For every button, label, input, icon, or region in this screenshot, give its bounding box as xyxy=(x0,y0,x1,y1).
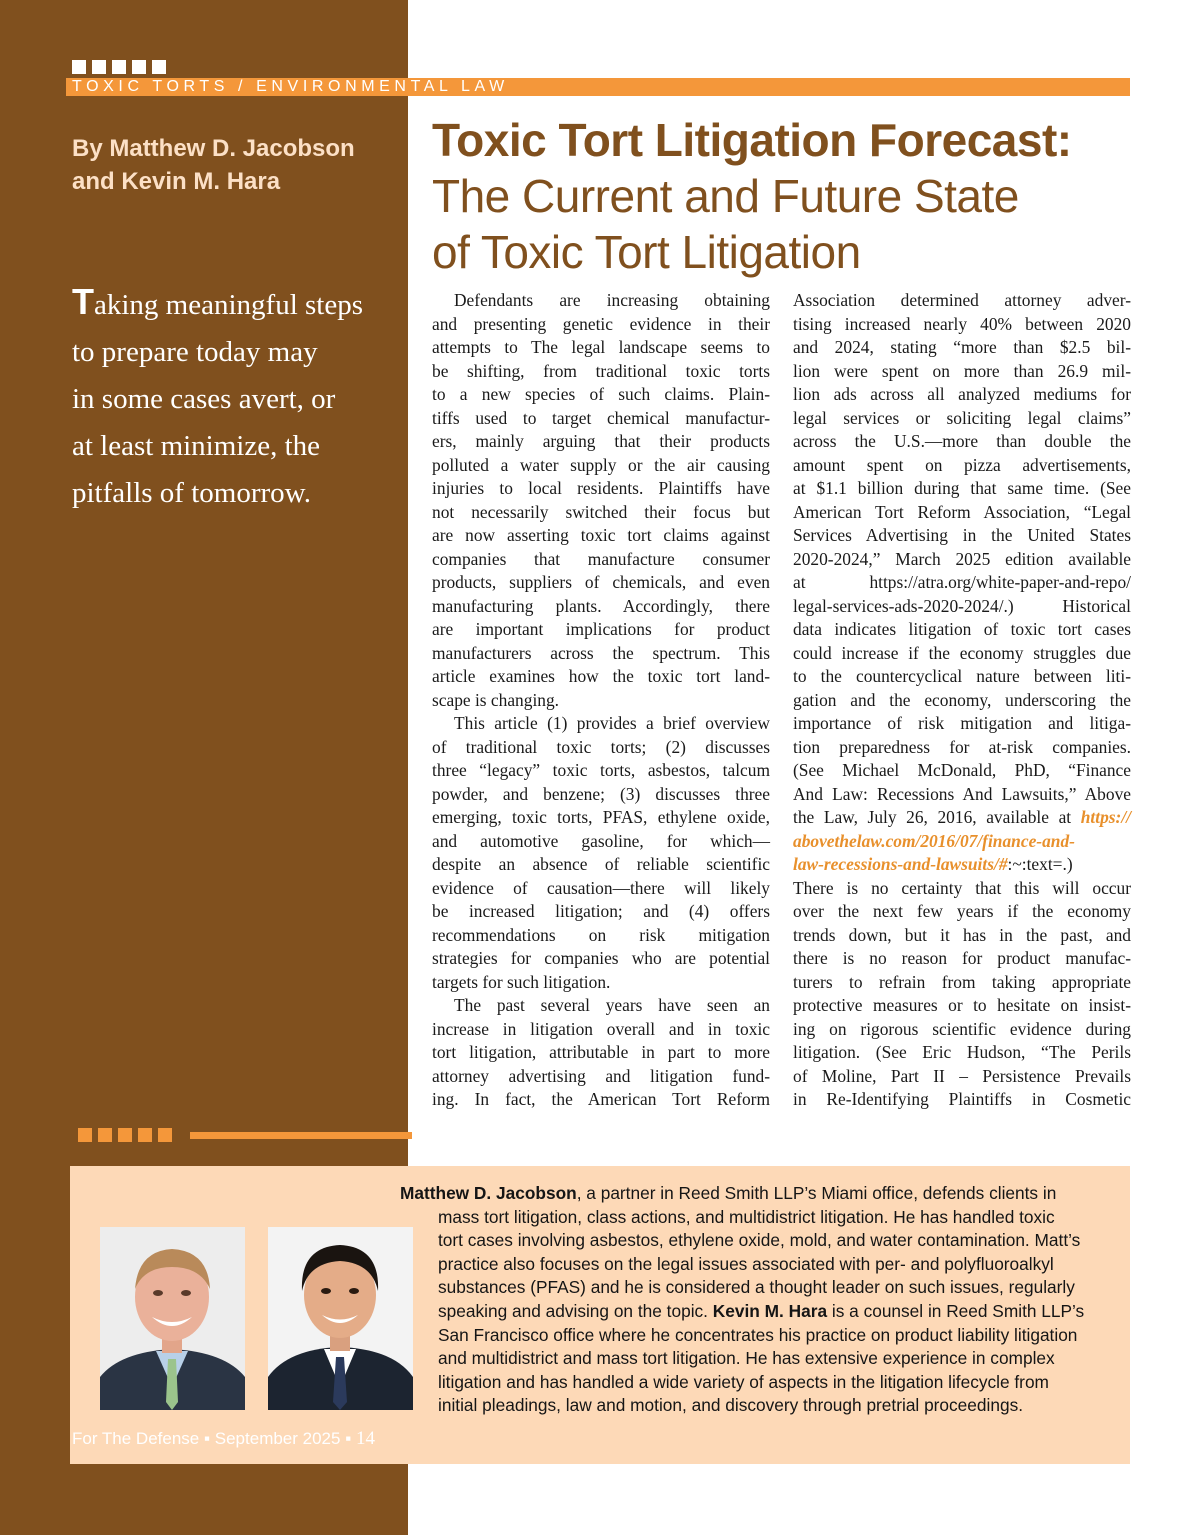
body-line: There is no certainty that this will occur xyxy=(793,877,1131,898)
byline xyxy=(72,132,392,198)
url-link[interactable]: law-recessions-and-lawsuits/# xyxy=(793,854,1008,874)
decorative-squares-top xyxy=(72,60,166,74)
body-line: manufacturing plants. Accordingly, there xyxy=(432,595,770,616)
body-line: attempts to The legal landscape seems to xyxy=(432,337,770,357)
byline-line-2: and Kevin M. Hara xyxy=(72,168,281,195)
body-line: article examines how the toxic tort land- xyxy=(432,666,770,686)
body-line: Defendants are increasing obtaining xyxy=(454,290,770,310)
body-line: This article (1) provides a brief overview xyxy=(454,713,770,733)
body-line: tiffs used to target chemical manufactur- xyxy=(432,407,770,428)
body-line: data indicates litigation of toxic tort cases xyxy=(793,619,1131,639)
bio-text: , a partner in Reed Smith LLP’s Miami office, defends clients in xyxy=(576,1183,1057,1203)
body-line: litigation. (See Eric Hudson, “The Perils xyxy=(793,1042,1131,1062)
body-line: to a new species of such claims. Plain- xyxy=(432,384,770,404)
bio-text: is a counsel in Reed Smith LLP’s xyxy=(827,1300,1085,1321)
bio-line xyxy=(400,1182,1112,1206)
body-line: gation and the economy, underscoring the xyxy=(793,689,1131,710)
body-line: The past several years have seen an xyxy=(454,995,770,1015)
bio-line: and multidistrict and mass tort litigation. He has extensive experience in complex xyxy=(438,1348,1055,1369)
body-line: in Re-Identifying Plaintiffs in Cosmetic xyxy=(793,1089,1131,1109)
bio-line: San Francisco office where he concentrates his practice on product liability litigation xyxy=(438,1324,1078,1345)
author-photo-hara xyxy=(268,1227,413,1410)
body-text: :~:text=.) xyxy=(1007,854,1073,874)
author-bio-text xyxy=(400,1182,1112,1418)
body-line: turers to refrain from taking appropriate xyxy=(793,971,1131,992)
pull-quote xyxy=(72,278,392,517)
url-link[interactable]: abovethelaw.com/2016/07/finance-and- xyxy=(793,830,1075,851)
body-line: despite an absence of reliable scientific xyxy=(432,854,770,874)
body-line: Services Advertising in the United States xyxy=(793,525,1131,545)
bio-text: speaking and advising on the topic. xyxy=(438,1300,713,1321)
body-line: ers, mainly arguing that their products xyxy=(432,431,770,451)
body-line: lion ads across all analyzed mediums for xyxy=(793,384,1131,404)
bio-line: tort cases involving asbestos, ethylene oxide, mold, and water contamination. Matt’s xyxy=(438,1230,1081,1251)
pull-quote-line: pitfalls of tomorrow. xyxy=(72,477,311,509)
body-line: protective measures or to hesitate on insist- xyxy=(793,995,1131,1015)
decorative-squares-bottom xyxy=(78,1128,172,1142)
body-line: manufacturers across the spectrum. This xyxy=(432,642,770,663)
body-line: there is no reason for product manufac- xyxy=(793,948,1131,968)
byline-line-1: By Matthew D. Jacobson xyxy=(72,135,355,162)
bio-line xyxy=(400,1300,1112,1324)
publication-name: For The Defense xyxy=(72,1429,200,1448)
body-line: companies that manufacture consumer xyxy=(432,548,770,569)
body-line: attorney advertising and litigation fund- xyxy=(432,1065,770,1086)
body-line: are now asserting toxic tort claims against xyxy=(432,525,770,545)
author-name: Kevin M. Hara xyxy=(712,1300,828,1321)
body-line: increase in litigation overall and in toxic xyxy=(432,1018,770,1039)
article-title-block xyxy=(432,112,1152,280)
body-line: injuries to local residents. Plaintiffs have xyxy=(432,478,770,498)
body-line: powder, and benzene; (3) discusses three xyxy=(432,783,770,804)
body-line: and automotive gasoline, for which— xyxy=(432,830,770,851)
body-line: across the U.S.—more than double the xyxy=(793,431,1131,451)
bio-line: litigation and has handled a wide variety of aspects in the litigation lifecycle from xyxy=(438,1371,1049,1392)
body-line: and 2024, stating “more than $2.5 bil- xyxy=(793,337,1131,357)
body-line: ing. In fact, the American Tort Reform xyxy=(432,1089,770,1109)
bio-line: initial pleadings, law and motion, and discovery through pretrial proceedings. xyxy=(438,1395,1024,1416)
body-line: are important implications for product xyxy=(432,619,770,639)
body-line: targets for such litigation. xyxy=(432,971,611,992)
body-line: recommendations on risk mitigation xyxy=(432,924,770,945)
body-line: 2020-2024,” March 2025 edition available xyxy=(793,548,1131,569)
body-line xyxy=(793,853,1131,877)
body-line: ing on rigorous scientific evidence during xyxy=(793,1018,1131,1039)
body-text: the Law, July 26, 2016, available at xyxy=(793,807,1072,827)
body-line: polluted a water supply or the air causing xyxy=(432,454,770,475)
body-line: products, suppliers of chemicals, and even xyxy=(432,572,770,592)
article-title: Toxic Tort Litigation Forecast: xyxy=(432,114,1072,166)
section-label: TOXIC TORTS / ENVIRONMENTAL LAW xyxy=(72,78,509,95)
body-line: importance of risk mitigation and litiga- xyxy=(793,713,1131,733)
body-line: at https://atra.org/white-paper-and-repo/ xyxy=(793,572,1131,592)
body-line: American Tort Reform Association, “Legal xyxy=(793,501,1131,522)
body-line: of Moline, Part II – Persistence Prevails xyxy=(793,1065,1131,1086)
author-name: Matthew D. Jacobson xyxy=(400,1183,577,1203)
page-number: 14 xyxy=(355,1428,375,1449)
body-line: three “legacy” toxic torts, asbestos, talcum xyxy=(432,760,770,780)
body-line: and presenting genetic evidence in their xyxy=(432,313,770,334)
body-line: strategies for companies who are potential xyxy=(432,948,770,968)
drop-cap: T xyxy=(72,281,94,322)
pull-quote-line: to prepare today may xyxy=(72,336,318,368)
separator-icon: ▪ xyxy=(204,1429,211,1448)
url-link[interactable]: https:// xyxy=(1080,807,1131,827)
body-line: scape is changing. xyxy=(432,689,560,710)
body-line: be shifting, from traditional toxic torts xyxy=(432,360,770,381)
article-subtitle-line-1: The Current and Future State xyxy=(432,170,1019,222)
pull-quote-line: aking meaningful steps xyxy=(94,289,364,321)
body-line: Association determined attorney adver- xyxy=(793,290,1131,310)
body-column-right xyxy=(793,289,1131,1112)
body-line: amount spent on pizza advertisements, xyxy=(793,454,1131,475)
article-subtitle-line-2: of Toxic Tort Litigation xyxy=(432,226,861,278)
body-line: could increase if the economy struggles due xyxy=(793,642,1131,663)
body-column-left xyxy=(432,289,770,1112)
author-photo-jacobson xyxy=(100,1227,245,1410)
pull-quote-line: at least minimize, the xyxy=(72,430,321,462)
body-line: trends down, but it has in the past, and xyxy=(793,924,1131,945)
separator-icon: ▪ xyxy=(345,1429,352,1448)
body-line: of traditional toxic torts; (2) discusses xyxy=(432,736,770,757)
body-line: be increased litigation; and (4) offers xyxy=(432,901,770,921)
body-line xyxy=(793,806,1131,830)
body-line: over the next few years if the economy xyxy=(793,901,1131,921)
body-line: legal services or soliciting legal claims” xyxy=(793,407,1131,428)
body-line: evidence of causation—there will likely xyxy=(432,877,770,898)
page-footer xyxy=(72,1428,375,1450)
body-line: not necessarily switched their focus but xyxy=(432,501,770,522)
body-line: at $1.1 billion during that same time. (See xyxy=(793,478,1131,498)
body-line: to the countercyclical nature between liti- xyxy=(793,666,1131,686)
body-line: tising increased nearly 40% between 2020 xyxy=(793,313,1131,334)
body-line: emerging, toxic torts, PFAS, ethylene oxide, xyxy=(432,807,770,827)
body-line: tort litigation, attributable in part to more xyxy=(432,1042,770,1062)
bio-line: practice also focuses on the legal issues associated with per- and polyfluoroalkyl xyxy=(438,1253,1054,1274)
body-line: tion preparedness for at-risk companies. xyxy=(793,736,1131,757)
body-line: And Law: Recessions And Lawsuits,” Above xyxy=(793,783,1131,804)
issue-date: September 2025 xyxy=(214,1429,341,1448)
bio-line: mass tort litigation, class actions, and multidistrict litigation. He has handled toxic xyxy=(438,1206,1055,1227)
bio-line: substances (PFAS) and he is considered a thought leader on such issues, regularly xyxy=(438,1277,1075,1298)
pull-quote-line: in some cases avert, or xyxy=(72,383,336,415)
decorative-rule xyxy=(190,1132,412,1139)
body-line: legal-services-ads-2020-2024/.) Historical xyxy=(793,595,1131,616)
body-line: (See Michael McDonald, PhD, “Finance xyxy=(793,760,1131,780)
body-line: lion were spent on more than 26.9 mil- xyxy=(793,360,1131,381)
